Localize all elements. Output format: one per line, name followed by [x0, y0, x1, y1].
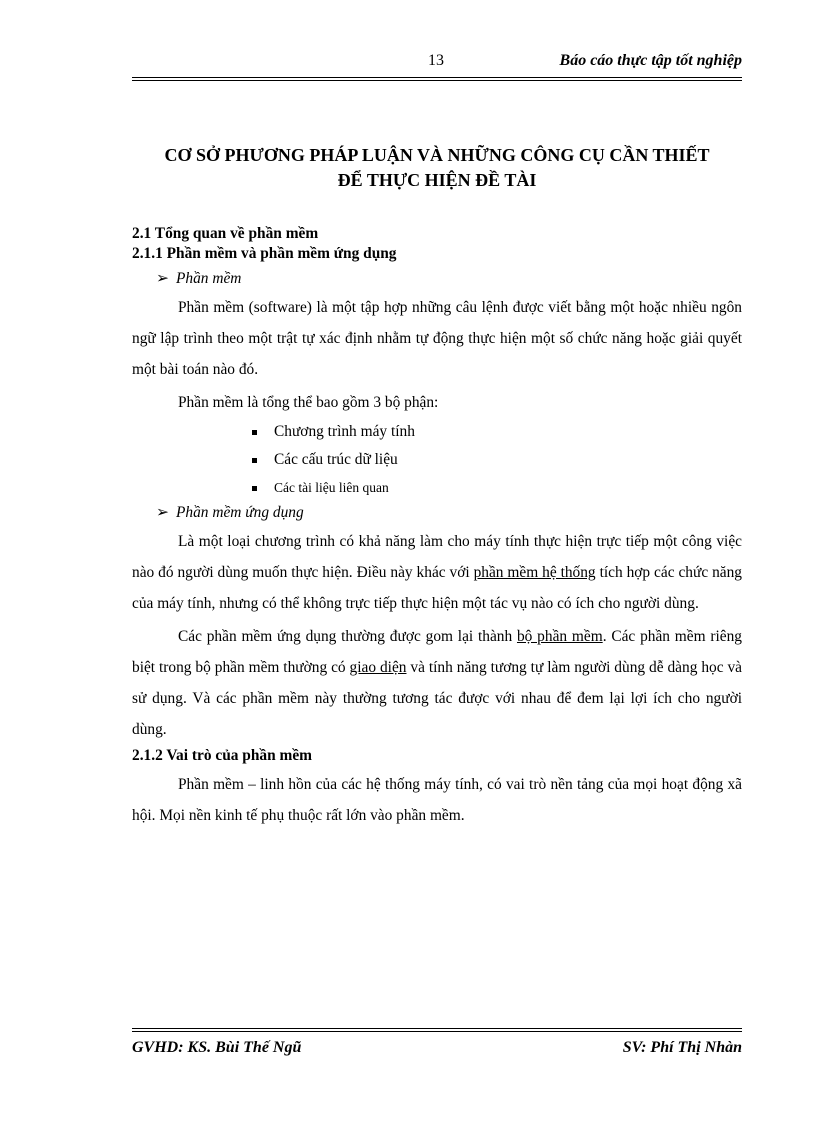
- section-heading-2-1: 2.1 Tổng quan về phần mềm: [132, 225, 319, 242]
- chapter-title-line-1: CƠ SỞ PHƯƠNG PHÁP LUẬN VÀ NHỮNG CÔNG CỤ CẦN THIẾT: [164, 145, 710, 165]
- paragraph-software-role: Phần mềm – linh hồn của các hệ thống máy tính, có vai trò nền tảng của mọi hoạt động xã hội. Mọi nền kinh tế phụ thuộc rất lớn vào phần mềm.: [132, 776, 742, 824]
- footer-student: SV: Phí Thị Nhàn: [622, 1039, 742, 1056]
- bullet-list-software-parts: [132, 418, 742, 502]
- list-item: Chương trình máy tính: [250, 418, 742, 446]
- page-number: 13: [428, 52, 444, 69]
- square-bullet-icon: [252, 486, 257, 491]
- chapter-title: [120, 143, 754, 193]
- square-bullet-icon: [252, 430, 257, 435]
- paragraph-application-software: Là một loại chương trình có khả năng làm cho máy tính thực hiện trực tiếp một công việc nào đó người dùng muốn thực hiện. Điều này khác với phần mềm hệ thống tích hợp các chức năng của máy tính, nhưng có thể không trực tiếp thực hiện một tác vụ nào có ích cho người dùng.: [132, 533, 742, 612]
- link-phan-mem-he-thong[interactable]: phần mềm hệ thống: [473, 564, 596, 581]
- chapter-title-line-2: ĐỂ THỰC HIỆN ĐỀ TÀI: [337, 170, 537, 190]
- paragraph-software-definition: Phần mềm (software) là một tập hợp những câu lệnh được viết bằng một hoặc nhiều ngôn ngữ lập trình theo một trật tự xác định nhằm tự động thực hiện một số chức năng hoặc giải quyết một bài toán nào đó.: [132, 299, 742, 378]
- paragraph-software-suite: Các phần mềm ứng dụng thường được gom lại thành bộ phần mềm. Các phần mềm riêng biệt trong bộ phần mềm thường có giao diện và tính năng tương tự làm người dùng dễ dàng học và sử dụng. Và các phần mềm này thường tương tác được với nhau để đem lại lợi ích cho người dùng.: [132, 628, 743, 738]
- paragraph-software-parts-intro: Phần mềm là tổng thể bao gồm 3 bộ phận:: [178, 394, 439, 411]
- arrow-item-phan-mem-ung-dung: [132, 502, 742, 524]
- footer-divider: [132, 1028, 742, 1032]
- header-divider: [132, 77, 742, 81]
- section-heading-2-1-2: 2.1.2 Vai trò của phần mềm: [132, 747, 312, 764]
- arrow-item-label: Phần mềm: [176, 270, 242, 287]
- list-item: Các tài liệu liên quan: [250, 474, 742, 502]
- link-bo-phan-mem[interactable]: bộ phần mềm: [516, 628, 603, 645]
- page-header: [132, 52, 742, 76]
- arrow-bullet-icon: ➢: [156, 270, 169, 287]
- list-item: Các cấu trúc dữ liệu: [250, 446, 742, 474]
- square-bullet-icon: [252, 458, 257, 463]
- header-title: Báo cáo thực tập tốt nghiệp: [559, 52, 742, 69]
- link-giao-dien[interactable]: giao diện: [349, 659, 407, 676]
- footer-supervisor: GVHD: KS. Bùi Thế Ngũ: [132, 1039, 302, 1056]
- arrow-item-phan-mem: [132, 268, 742, 290]
- arrow-bullet-icon: ➢: [156, 504, 169, 521]
- arrow-item-label: Phần mềm ứng dụng: [176, 504, 304, 521]
- section-heading-2-1-1: 2.1.1 Phần mềm và phần mềm ứng dụng: [132, 245, 397, 262]
- document-body: [132, 224, 742, 831]
